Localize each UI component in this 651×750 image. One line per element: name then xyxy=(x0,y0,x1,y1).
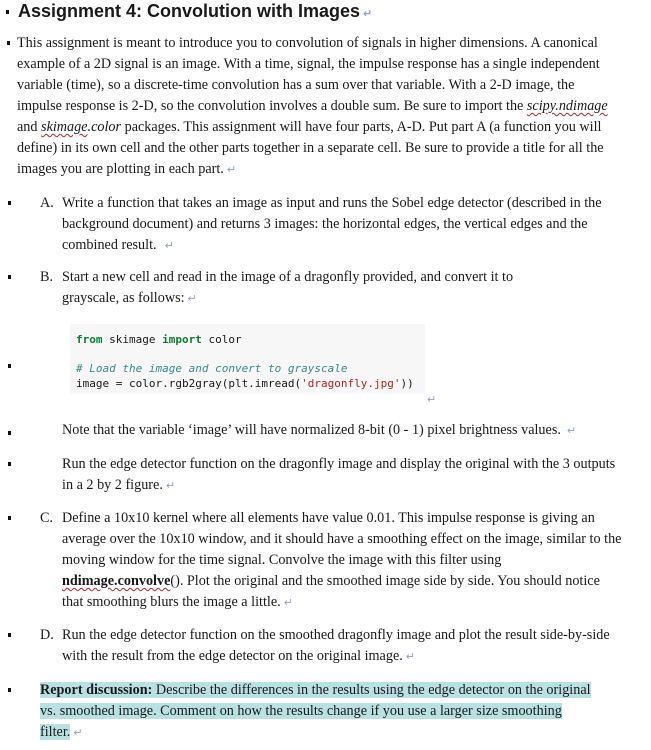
ndimage-convolve-term: ndimage.convolve xyxy=(62,573,171,589)
part-d-letter: D. xyxy=(40,627,54,643)
report-discussion: Report discussion: Describe the differences in the results using the edge detector on the original vs. smoothed image. Comment on how the results change if you use a larger size smoothing filter. ↵ xyxy=(40,682,591,740)
intro-paragraph: This assignment is meant to introduce you to convolution of signals in higher dimensions. A canonical example of a 2D signal is an image. With a time, signal, the impulse response has a single independent variable (time), so a discrete-time convolution has a sum over that variable. With a 2-D image, the impulse response is 2-D, so the convolution involves a double sum. Be sure to import the scipy.ndimage and skimage.color packages. This assignment will have four parts, A-D. Put part A (a function you will define) in its own cell and the other parts together in a separate cell. Be sure to provide a title for all the images you are plotting in each part. ↵ xyxy=(17,35,608,177)
code-block xyxy=(70,324,425,394)
part-a-bullet xyxy=(8,201,11,205)
code-line-3: image = color.rgb2gray(plt.imread('dragonfly.jpg')) xyxy=(76,377,414,390)
paragraph-mark: ↵ xyxy=(427,393,437,406)
part-c-text: Define a 10x10 kernel where all elements have value 0.01. This impulse response is giving an average over the 10x10 window, and it should have a smoothing effect on the image, similar to the moving window for the time signal. Convolve the image with this filter using ndimage.convolve(). Plot the original and the smoothed image side by side. You should notice that smoothing blurs the image a little. ↵ xyxy=(62,510,622,610)
part-b-letter: B. xyxy=(40,269,54,285)
report-label: Report discussion: xyxy=(40,682,153,698)
intro-bullet xyxy=(7,41,10,45)
part-b-bullet xyxy=(8,275,11,279)
skimage-term: skimage xyxy=(41,119,88,135)
part-d-bullet xyxy=(8,633,11,637)
page-title: Assignment 4: Convolution with Images ↵ xyxy=(18,1,373,21)
report-bullet xyxy=(8,688,11,692)
run-bullet xyxy=(8,462,11,466)
part-c-letter: C. xyxy=(40,510,54,526)
part-a-text: Write a function that takes an image as input and runs the Sobel edge detector (described in the background document) and returns 3 images: the horizontal edges, the vertical edges and the combined result. ↵ xyxy=(62,195,602,253)
run-text: Run the edge detector function on the dragonfly image and display the original with the 3 outputs in a 2 by 2 figure. ↵ xyxy=(62,456,616,493)
code-line-2: # Load the image and convert to grayscale xyxy=(76,362,348,375)
scipy-ndimage-term: scipy.ndimage xyxy=(526,98,608,114)
code-bullet xyxy=(8,364,11,368)
part-d-text: Run the edge detector function on the smoothed dragonfly image and plot the result side-by-side with the result from the edge detector on the original image. ↵ xyxy=(62,627,610,664)
note-bullet xyxy=(8,431,11,435)
part-a-letter: A. xyxy=(40,195,54,211)
code-line-1: from skimage import color xyxy=(76,333,242,346)
part-c-bullet xyxy=(8,516,11,520)
note-text: Note that the variable ‘image’ will have normalized 8-bit (0 - 1) pixel brightness values. ↵ xyxy=(62,422,577,438)
title-bullet xyxy=(6,10,9,14)
paragraph-mark: ↵ xyxy=(363,7,373,20)
part-b-text: Start a new cell and read in the image of a dragonfly provided, and convert it to grayscale, as follows: ↵ xyxy=(62,269,514,306)
